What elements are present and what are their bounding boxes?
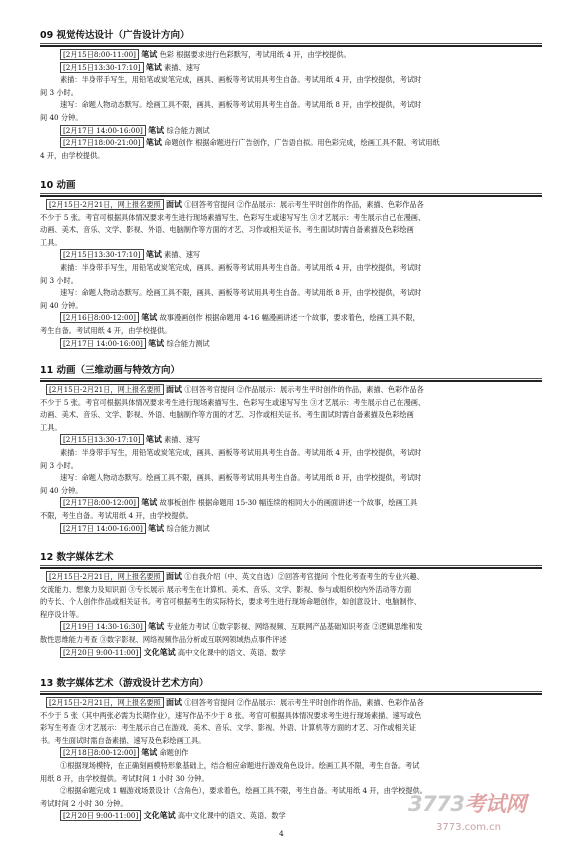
text-line bbox=[40, 634, 542, 647]
text-line bbox=[40, 773, 542, 786]
line-text: 故事板创作 根据命题用 15-30 幅连续的相同大小的画面讲述一个故事，绘画工具 bbox=[159, 498, 418, 508]
line-text: 专业能力考试 ①数字影视、网络视频、互联网产品基础知识考查 ②逻辑思维和发 bbox=[166, 622, 423, 632]
text-line bbox=[40, 609, 542, 622]
section-title: 12 数字媒体艺术 bbox=[40, 552, 542, 569]
exam-type: 笔试 bbox=[141, 50, 158, 59]
text-line bbox=[40, 287, 542, 300]
section bbox=[40, 180, 542, 350]
section-title: 13 数字媒体艺术（游戏设计艺术方向） bbox=[40, 678, 542, 695]
line-text: 考试时间 2 小时 30 分钟。 bbox=[40, 798, 128, 808]
page-number: 4 bbox=[279, 829, 284, 838]
line-text: 速写：命题人物动态默写。绘画工具不限，画具、画板等考试用具考生自备。考试用纸 8 开，由学校提供，考试时 bbox=[60, 100, 422, 110]
line-text: 用纸 8 开，由学校提供。考试时间 1 小时 30 分钟。 bbox=[40, 773, 209, 783]
text-line bbox=[40, 584, 542, 597]
text-line bbox=[40, 647, 542, 660]
text-line bbox=[40, 596, 542, 609]
exam-time: [2月20日 9:00-11:00] bbox=[60, 810, 141, 821]
exam-type: 文化笔试 bbox=[143, 811, 176, 821]
watermark-wordmark bbox=[408, 788, 558, 818]
line-text: 素描：半身带手写生，用铅笔或炭笔完成，画具、画板等考试用具考生自备。考试用纸 4 开，由学校提供，考试时 bbox=[60, 447, 422, 457]
exam-time: [2月16日8:00-12:00] bbox=[60, 312, 139, 323]
watermark-text: 考试网 bbox=[464, 792, 526, 816]
text-line bbox=[40, 409, 542, 422]
line-text: 考生自备。考试用纸 4 开，由学校提供。 bbox=[40, 325, 172, 335]
line-text: 间 40 分钟。 bbox=[40, 300, 83, 310]
section-title: 11 动画（三维动画与特效方向） bbox=[40, 365, 542, 382]
exam-type: 笔试 bbox=[148, 622, 165, 632]
section-title: 09 视觉传达设计（广告设计方向） bbox=[40, 30, 542, 47]
exam-type: 笔试 bbox=[141, 313, 158, 323]
section bbox=[40, 365, 542, 535]
line-text: 素描：半身带手写生，用铅笔或炭笔完成，画具、画板等考试用具考生自备。考试用纸 4 开，由学校提供，考试时 bbox=[60, 262, 422, 272]
watermark-logo bbox=[408, 788, 558, 848]
section-title: 10 动画 bbox=[40, 180, 542, 197]
line-text: 色彩 根据要求进行色彩默写，考试用纸 4 开，由学校提供。 bbox=[159, 50, 351, 59]
exam-time: [2月15日-2月21日，网上报名要照 bbox=[46, 571, 164, 582]
line-text: 工具。 bbox=[40, 237, 62, 247]
line-text: 动画、美术、音乐、文学、影视、外语、电脑制作等方面的才艺、习作或相关证书。考生面试时需自备素描及色彩绘画 bbox=[40, 410, 414, 420]
exam-type: 笔试 bbox=[148, 125, 165, 135]
line-text: 程序设计等。 bbox=[40, 609, 84, 619]
text-line bbox=[40, 434, 542, 447]
line-text: 素描、速写 bbox=[164, 250, 201, 260]
text-line bbox=[40, 74, 542, 87]
exam-time: [2月18日8:00-12:00] bbox=[60, 747, 139, 758]
exam-time: [2月15日-2月21日，网上报名要照 bbox=[46, 199, 164, 210]
text-line bbox=[40, 735, 542, 748]
line-text: 间 40 分钟。 bbox=[40, 485, 83, 495]
line-text: 不少于 5 张。考官可根据具体情况要求考生进行现场素描写生、色彩写生或速写写生 ③才艺展示：考生展示自己在漫画、 bbox=[40, 212, 426, 222]
text-line bbox=[40, 571, 542, 584]
text-line bbox=[40, 224, 542, 237]
text-line bbox=[40, 510, 542, 523]
line-text: 素描、速写 bbox=[164, 62, 201, 72]
section bbox=[40, 552, 542, 659]
line-text: 命题创作 bbox=[159, 748, 189, 758]
line-text: 不少于 5 张（其中两张必需为长期作业），速写作品不少于 8 张。考官可根据具体情况要求考生进行现场素描、速写或色 bbox=[40, 710, 422, 720]
exam-type: 笔试 bbox=[145, 250, 162, 260]
text-line bbox=[40, 485, 542, 498]
exam-time: [2月17日8:00-12:00] bbox=[60, 497, 139, 508]
line-text: 综合能力测试 bbox=[166, 125, 210, 135]
line-text: ②根据命题完成 1 幅游戏场景设计（含角色），要求着色，绘画工具不限，考生自备。考试用纸 4 开，由学校提供。 bbox=[60, 786, 427, 796]
text-line bbox=[40, 460, 542, 473]
exam-type: 笔试 bbox=[145, 435, 162, 445]
line-text: 间 40 分钟。 bbox=[40, 112, 83, 122]
exam-type: 面试 bbox=[166, 698, 183, 707]
line-text: ①回答考官提问 ②作品展示：展示考生平时创作的作品，素描、色彩作品各 bbox=[184, 698, 424, 707]
exam-time: [2月17日 14:00-16:00] bbox=[60, 523, 146, 534]
text-line bbox=[40, 249, 542, 262]
exam-time: [2月15日-2月21日，网上报名要照 bbox=[46, 697, 164, 708]
text-line bbox=[40, 447, 542, 460]
exam-type: 面试 bbox=[166, 385, 183, 394]
text-line bbox=[40, 237, 542, 250]
exam-time: [2月15日-2月21日，网上报名要照 bbox=[46, 384, 164, 395]
line-text: ①回答考官提问 ②作品展示：展示考生平时创作的作品，素描、色彩作品各 bbox=[184, 200, 424, 209]
watermark-url: 3773.com.cn bbox=[436, 822, 501, 833]
line-text: ①回答考官提问 ②作品展示：展示考生平时创作的作品，素描、色彩作品各 bbox=[184, 385, 424, 394]
line-text: 动画、美术、音乐、文学、影视、外语、电脑制作等方面的才艺、习作或相关证书。考生面试时需自备素描及色彩绘画 bbox=[40, 225, 414, 235]
text-line bbox=[40, 697, 542, 710]
text-line bbox=[40, 312, 542, 325]
text-line bbox=[40, 300, 542, 313]
text-line bbox=[40, 150, 542, 163]
line-text: ①根据现场模特，在正确刻画模特形象基础上，结合相应命题进行游戏角色设计。绘画工具不限，考生自备。考试 bbox=[60, 760, 420, 770]
exam-time: [2月17日 14:00-16:00] bbox=[60, 338, 146, 349]
line-text: 4 开，由学校提供。 bbox=[40, 150, 105, 160]
line-text: 间 3 小时。 bbox=[40, 275, 78, 285]
line-text: 间 3 小时。 bbox=[40, 87, 78, 97]
exam-time: [2月15日13:30-17:10] bbox=[60, 434, 144, 445]
text-line bbox=[40, 199, 542, 212]
line-text: 素描：半身带手写生，用铅笔或炭笔完成，画具、画板等考试用具考生自备。考试用纸 4 开，由学校提供，考试时 bbox=[60, 75, 422, 85]
exam-time: [2月20日 9:00-11:00] bbox=[60, 647, 141, 658]
line-text: 命题创作 根据命题进行广告创作，广告语自拟。用色彩完成，绘画工具不限。考试用纸 bbox=[164, 138, 440, 148]
line-text: 的专长、个人创作作品或相关证书。考官可根据考生的实际特长，要求考生进行现场命题创作，如创意设计、电脑制作、 bbox=[40, 597, 421, 607]
line-text: 书。考生面试时需自备素描、速写及色彩绘画工具。 bbox=[40, 735, 206, 745]
text-line bbox=[40, 384, 542, 397]
text-line bbox=[40, 137, 542, 150]
text-line bbox=[40, 747, 542, 760]
text-line bbox=[40, 87, 542, 100]
text-line bbox=[40, 760, 542, 773]
text-line bbox=[40, 112, 542, 125]
watermark-number: 3773 bbox=[408, 792, 465, 816]
exam-type: 笔试 bbox=[141, 748, 158, 758]
line-text: 交流能力、想象力及知识面 ③专长展示 展示考生在计算机、美术、音乐、文学、影视、参与或组织校内外活动等方面 bbox=[40, 584, 412, 594]
text-line bbox=[40, 49, 542, 62]
exam-type: 笔试 bbox=[148, 338, 165, 348]
line-text: 故事漫画创作 根据命题用 4-16 幅漫画讲述一个故事，要求着色，绘画工具不限， bbox=[159, 313, 420, 323]
text-line bbox=[40, 523, 542, 536]
line-text: 散性思维能力考查 ③数字影视、网络视频作品分析或互联网领域热点事件评述 bbox=[40, 634, 287, 644]
text-line bbox=[40, 262, 542, 275]
exam-type: 笔试 bbox=[148, 523, 165, 533]
text-line bbox=[40, 472, 542, 485]
line-text: ①自我介绍（中、英文自选）②回答考官提问 个性化考查考生的专业兴趣、 bbox=[184, 572, 424, 581]
exam-time: [2月15日13:30-17:10] bbox=[60, 249, 144, 260]
exam-time: [2月19日 14:30-16:30] bbox=[60, 621, 146, 632]
text-line bbox=[40, 338, 542, 351]
text-line bbox=[40, 397, 542, 410]
exam-time: [2月15日13:30-17:10] bbox=[60, 62, 144, 73]
exam-type: 面试 bbox=[166, 200, 183, 209]
line-text: 速写：命题人物动态默写。绘画工具不限，画具、画板等考试用具考生自备。考试用纸 8 开，由学校提供，考试时 bbox=[60, 288, 422, 298]
exam-type: 笔试 bbox=[145, 138, 162, 148]
text-line bbox=[40, 422, 542, 435]
text-line bbox=[40, 325, 542, 338]
line-text: 高中文化课中的语文、英语、数学 bbox=[177, 647, 286, 657]
exam-time: [2月17日18:00-21:00] bbox=[60, 137, 144, 148]
text-line bbox=[40, 212, 542, 225]
text-line bbox=[40, 722, 542, 735]
line-text: 间 3 小时。 bbox=[40, 460, 78, 470]
line-text: 彩写生考查 ③才艺展示：考生展示自己在游戏、美术、音乐、文学、影视、外语、计算机等方面的才艺、习作或相关证 bbox=[40, 723, 417, 733]
text-line bbox=[40, 99, 542, 112]
text-line bbox=[40, 275, 542, 288]
text-line bbox=[40, 125, 542, 138]
text-line bbox=[40, 497, 542, 510]
line-text: 不少于 5 张。考官可根据具体情况要求考生进行现场素描写生、色彩写生或速写写生 ③才艺展示：考生展示自己在漫画、 bbox=[40, 397, 426, 407]
line-text: 不限，考生自备。考试用纸 4 开，由学校提供。 bbox=[40, 510, 193, 520]
exam-time: [2月17日 14:00-16:00] bbox=[60, 125, 146, 136]
line-text: 速写：命题人物动态默写。绘画工具不限，画具、画板等考试用具考生自备。考试用纸 8 开，由学校提供，考试时 bbox=[60, 473, 422, 483]
text-line bbox=[40, 710, 542, 723]
line-text: 工具。 bbox=[40, 422, 62, 432]
line-text: 素描、速写 bbox=[164, 435, 201, 445]
exam-type: 笔试 bbox=[141, 498, 158, 508]
exam-time: [2月15日8:00-11:00] bbox=[60, 49, 139, 60]
exam-type: 笔试 bbox=[145, 62, 162, 72]
text-line bbox=[40, 621, 542, 634]
line-text: 高中文化课中的语文、英语、数学 bbox=[177, 811, 286, 821]
text-line bbox=[40, 62, 542, 75]
line-text: 综合能力测试 bbox=[166, 338, 210, 348]
line-text: 综合能力测试 bbox=[166, 523, 210, 533]
exam-type: 面试 bbox=[166, 572, 183, 581]
section bbox=[40, 30, 542, 162]
exam-type: 文化笔试 bbox=[143, 647, 176, 657]
